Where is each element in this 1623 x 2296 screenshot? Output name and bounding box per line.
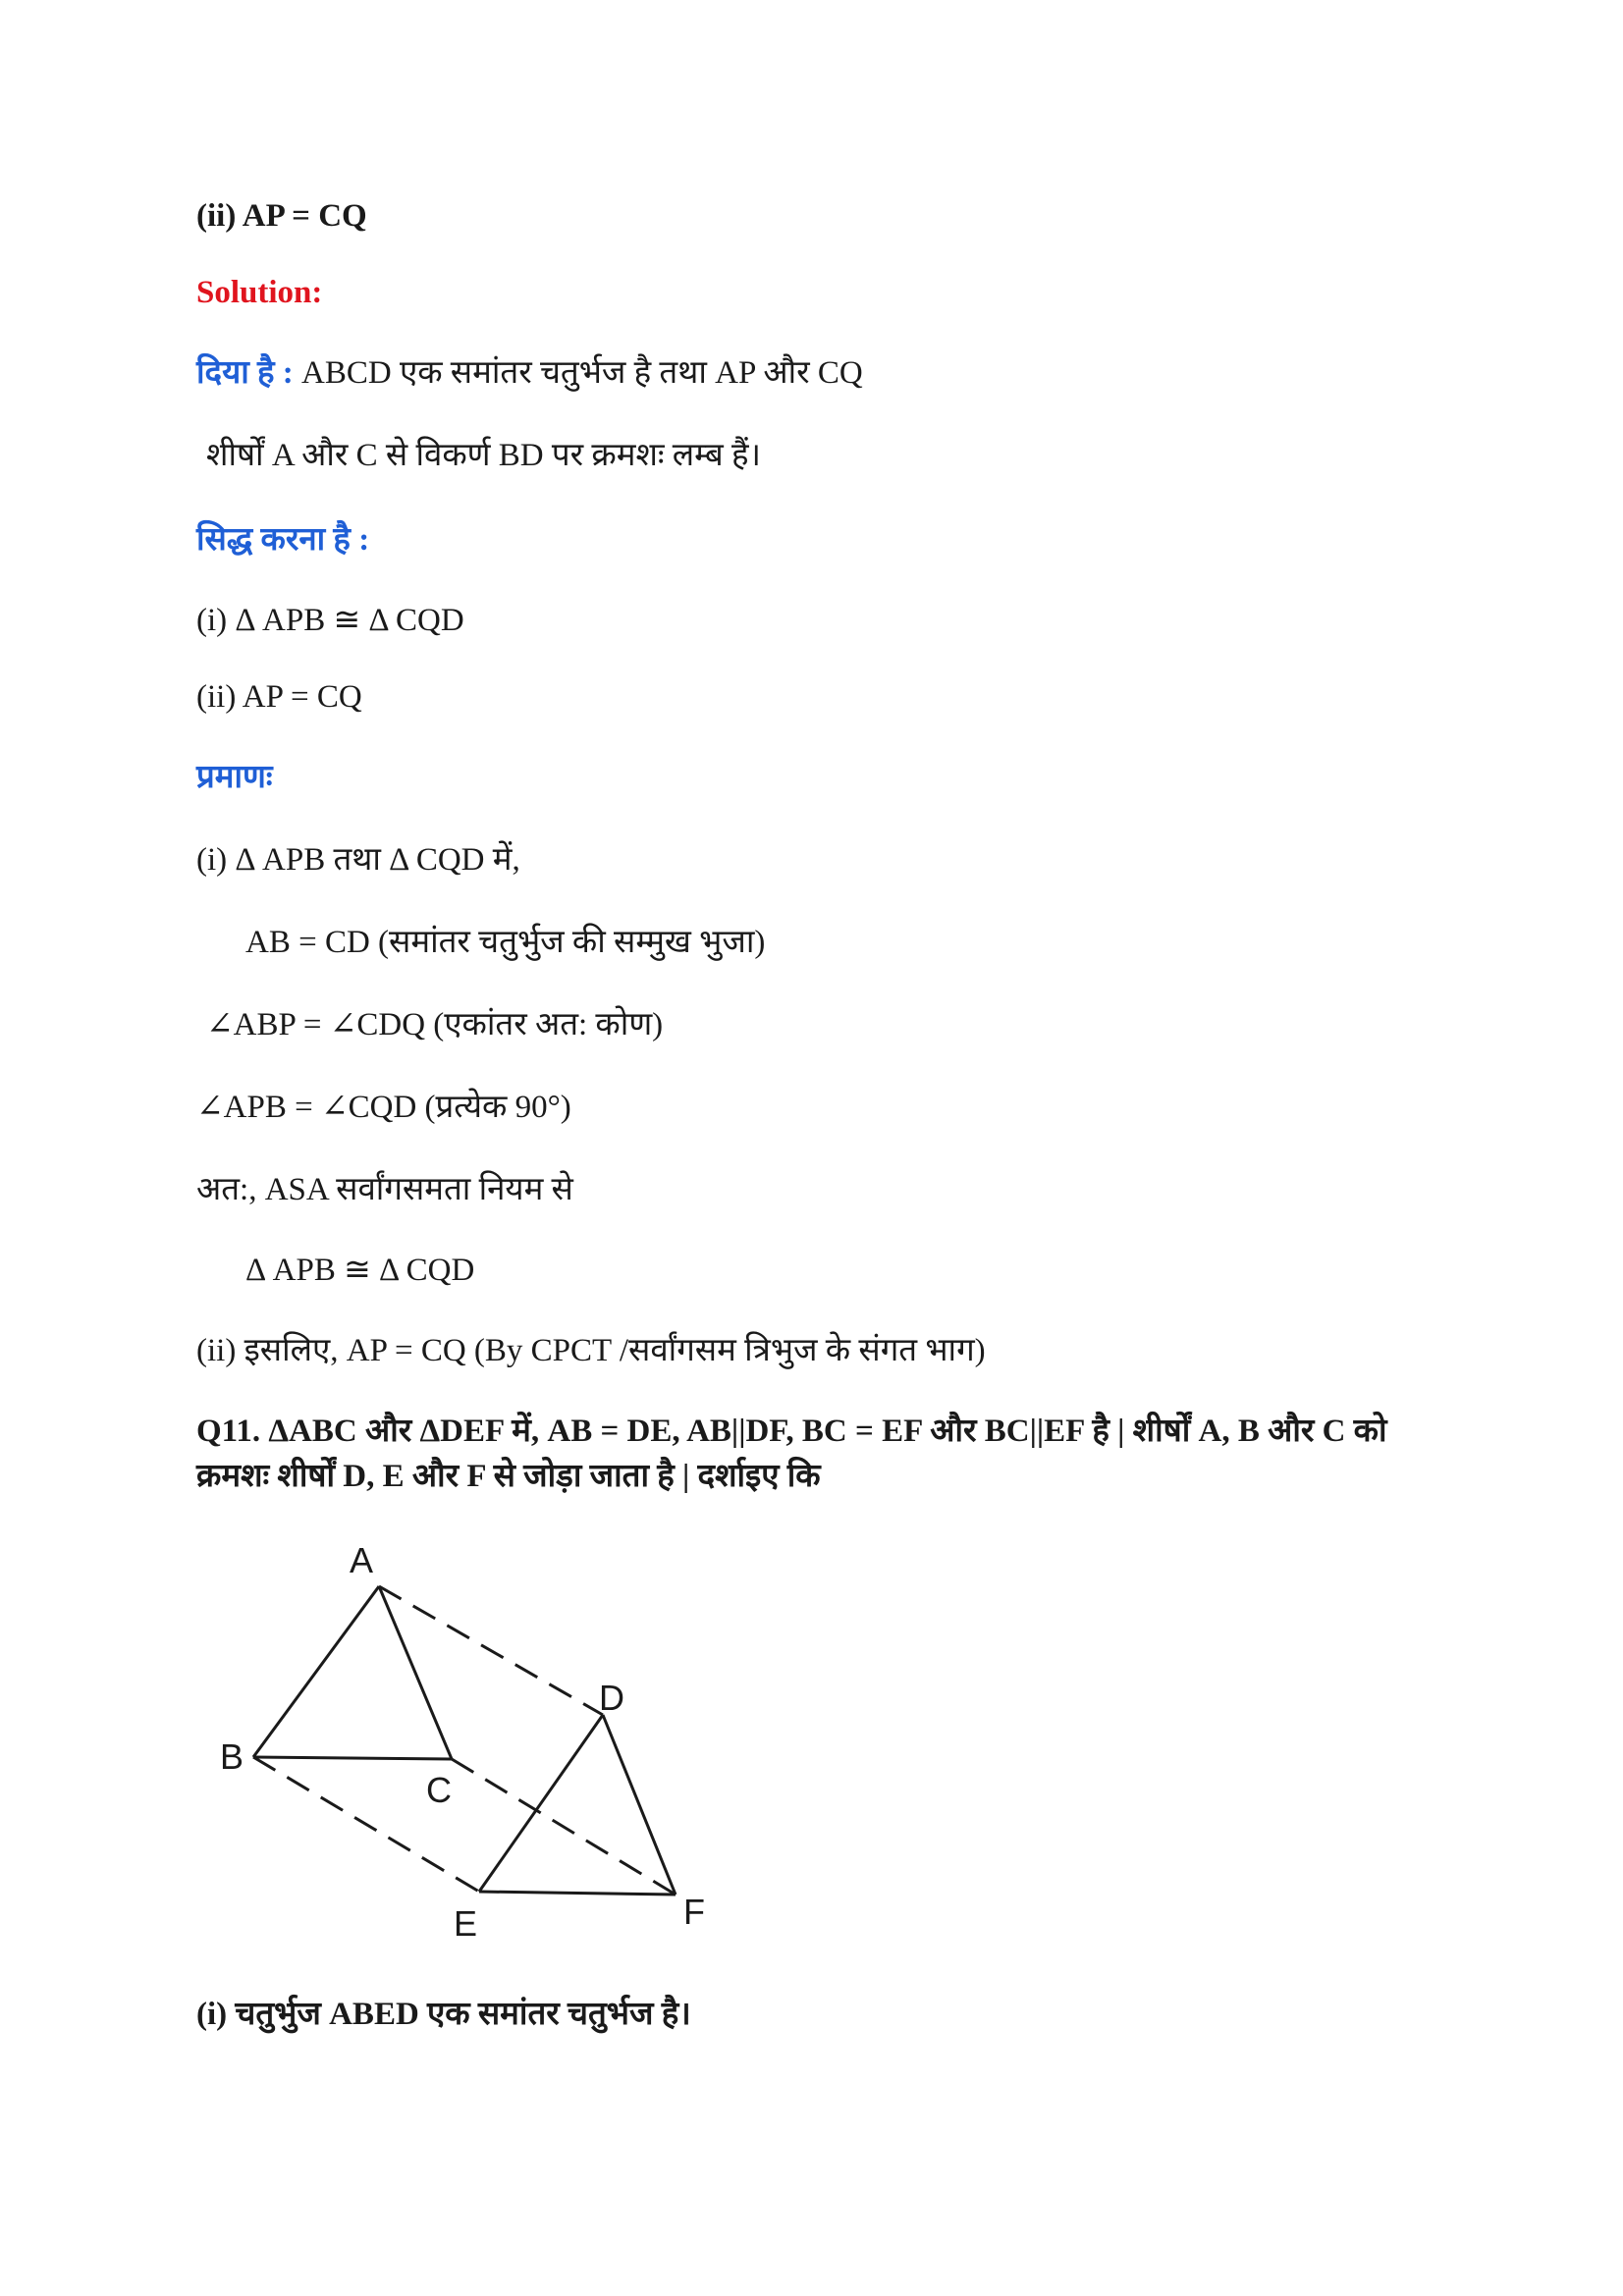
claim-ii-heading: (ii) AP = CQ (196, 198, 367, 234)
dashed-cf (452, 1759, 676, 1895)
part-i: (i) चतुर्भुज ABED एक समांतर चतुर्भज है। (196, 1997, 691, 2032)
edge-df (603, 1715, 676, 1895)
dashed-ad (379, 1586, 603, 1715)
proof-step-5: अत:, ASA सर्वांगसमता नियम से (196, 1172, 573, 1207)
proof-label: प्रमाणः (196, 760, 273, 795)
to-prove-2: (ii) AP = CQ (196, 679, 362, 715)
proof-step-4: ∠APB = ∠CQD (प्रत्येक 90°) (196, 1090, 571, 1125)
label-a: A (350, 1540, 374, 1580)
triangles-figure (196, 1512, 746, 1963)
given-line (196, 353, 863, 393)
proof-step-3: ∠ABP = ∠CDQ (एकांतर अत: कोण) (206, 1007, 664, 1042)
to-prove-1: (i) Δ APB ≅ Δ CQD (196, 603, 464, 638)
edge-ef (479, 1892, 676, 1895)
proof-step-7: (ii) इसलिए, AP = CQ (By CPCT /सर्वांगसम त्रिभुज के संगत भाग) (196, 1333, 986, 1368)
label-c: C (426, 1770, 452, 1810)
label-b: B (220, 1736, 244, 1777)
proof-step-2: AB = CD (समांतर चतुर्भुज की सम्मुख भुजा) (245, 925, 766, 960)
label-f: F (683, 1892, 705, 1932)
to-prove-label: सिद्ध करना है : (196, 522, 370, 558)
given-text: ABCD एक समांतर चतुर्भज है तथा AP और CQ (293, 355, 863, 391)
given-label: दिया है : (196, 355, 294, 391)
edge-bc (253, 1757, 452, 1759)
proof-step-1: (i) Δ APB तथा Δ CQD में, (196, 842, 520, 878)
given-line-2: शीर्षों A और C से विकर्ण BD पर क्रमशः लम्ब हैं। (206, 438, 762, 473)
edge-ac (379, 1586, 452, 1759)
label-d: D (599, 1678, 624, 1718)
edge-ab (253, 1586, 379, 1757)
question-11: Q11. ΔABC और ΔDEF में, AB = DE, AB||DF, BC = EF और BC||EF है | शीर्षों A, B और C को क्रमशः शीर्षों D, E और F से जोड़ा जाता है | दर्शाइए कि (196, 1414, 1387, 1494)
label-e: E (454, 1903, 478, 1944)
solution-label: Solution: (196, 275, 323, 310)
edge-de (479, 1715, 603, 1892)
proof-step-6: Δ APB ≅ Δ CQD (245, 1253, 475, 1288)
